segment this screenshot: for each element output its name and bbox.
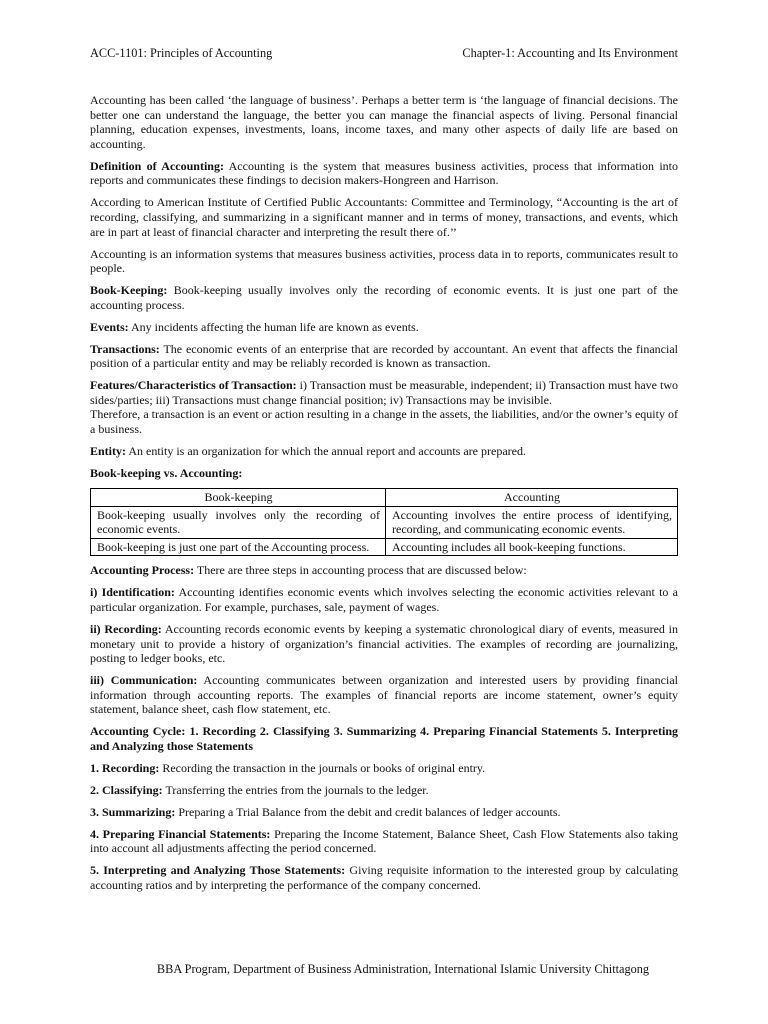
cycle-item-text: Recording the transaction in the journals or books of original entry. — [159, 760, 486, 775]
bookkeeping-paragraph — [90, 283, 678, 312]
entity-label: Entity: — [90, 444, 126, 458]
cycle-item-text: Preparing a Trial Balance from the debit and credit balances of ledger accounts. — [175, 804, 561, 819]
transactions-label: Transactions: — [90, 341, 160, 356]
step-text: Accounting communicates between organization and interested users by providing financial information through accounting reports. The examples of financial reports are income statement, owner’s equity statement, balance sheet, cash flow statement, etc. — [90, 673, 678, 717]
features-therefore: Therefore, a transaction is an event or action resulting in a change in the assets, the liabilities, and/or the owner’s equity of a business. — [90, 407, 678, 437]
events-label: Events: — [90, 319, 129, 334]
process-step-recording — [90, 622, 678, 666]
features-label: Features/Characteristics of Transaction: — [90, 378, 297, 393]
cycle-item-label: 3. Summarizing: — [90, 804, 176, 819]
step-text: Accounting identifies economic events which involves selecting the economic activities relevant to a particular organization. For example, purchases, sale, payment of wages. — [90, 585, 678, 614]
cycle-item-text: Transferring the entries from the journals to the ledger. — [162, 782, 429, 797]
cycle-heading-text: Accounting Cycle: 1. Recording 2. Classifying 3. Summarizing 4. Preparing Financial Statements 5. Interpreting and Analyzing those Statements — [90, 724, 678, 753]
transactions-paragraph — [90, 342, 678, 371]
transactions-text: The economic events of an enterprise that are recorded by accountant. An event that affects the financial position of a particular entity and may be reliably recorded is known as transaction. — [90, 341, 678, 371]
table-cell: Book-keeping usually involves only the recording of economic events. — [91, 506, 386, 538]
step-label: iii) Communication: — [90, 673, 198, 688]
aicpa-paragraph: According to American Institute of Certified Public Accountants: Committee and Terminology, “Accounting is the art of recording, classifying, and summarizing in a significant manner and in terms of money, transactions, and events, which are in part at least of financial character and interpreting the result there of.’’ — [90, 195, 678, 239]
cycle-item-recording — [90, 761, 678, 776]
cycle-item-label: 2. Classifying: — [90, 782, 163, 797]
cycle-item-text: Giving requisite information to the interested group by calculating accounting ratios and by interpreting the performance of the company concerned. — [90, 863, 678, 892]
definition-text: Accounting is the system that measures business activities, process that information into reports and communicates these findings to decision makers-Hongreen and Harrison. — [90, 158, 678, 188]
document-body — [90, 93, 678, 900]
cycle-item-label: 1. Recording: — [90, 760, 160, 775]
features-text: i) Transaction must be measurable, independent; ii) Transaction must have two sides/parties; iii) Transactions must change financial position; iv) Transactions may be invisible. — [90, 378, 678, 407]
table-header-row — [91, 488, 678, 506]
info-system-paragraph: Accounting is an information systems that measures business activities, process data in to reports, communicates result to people. — [90, 246, 678, 276]
bookkeeping-label: Book-Keeping: — [90, 283, 168, 298]
table-cell: Accounting involves the entire process of identifying, recording, and communicating economic events. — [386, 506, 678, 538]
intro-paragraph: Accounting has been called ‘the language of business’. Perhaps a better term is ‘the language of financial decisions. The better one can understand the language, the better you can manage the financial aspects of living. Personal financial planning, education expenses, investments, loans, income taxes, and many other aspects of daily life are based on accounting. — [90, 93, 678, 151]
step-text: Accounting records economic events by keeping a systematic chronological diary of events, measured in monetary unit to provide a history of organization’s financial activities. The examples of recording are journalizing, posting to ledger books, etc. — [90, 621, 678, 666]
process-text: There are three steps in accounting process that are discussed below: — [194, 563, 527, 578]
page-footer: BBA Program, Department of Business Administration, International Islamic University Chittagong — [156, 962, 650, 976]
entity-paragraph — [90, 444, 678, 459]
step-label: i) Identification: — [90, 585, 175, 600]
definition-paragraph — [90, 159, 678, 188]
definition-label: Definition of Accounting: — [90, 158, 224, 173]
process-label: Accounting Process: — [90, 563, 195, 578]
cycle-item-text: Preparing the Income Statement, Balance Sheet, Cash Flow Statements also taking into account all adjustments affecting the period concerned. — [90, 826, 678, 856]
process-step-identification — [90, 585, 678, 614]
cycle-item-classifying — [90, 783, 678, 798]
step-label: ii) Recording: — [90, 621, 162, 636]
events-paragraph — [90, 320, 678, 335]
page-header — [90, 46, 678, 61]
header-chapter: Chapter-1: Accounting and Its Environment — [462, 46, 678, 60]
process-paragraph — [90, 563, 678, 578]
table-row — [91, 506, 678, 538]
features-paragraph — [90, 378, 678, 407]
entity-text: An entity is an organization for which the annual report and accounts are prepared. — [126, 444, 526, 458]
cycle-heading — [90, 724, 678, 753]
cycle-item-preparing — [90, 827, 678, 856]
comparison-table — [90, 488, 678, 556]
events-text: Any incidents affecting the human life are known as events. — [128, 319, 419, 334]
cycle-item-interpreting — [90, 863, 678, 892]
cycle-item-summarizing — [90, 805, 678, 820]
cycle-item-label: 5. Interpreting and Analyzing Those Statements: — [90, 863, 346, 878]
cycle-item-label: 4. Preparing Financial Statements: — [90, 826, 271, 841]
process-step-communication — [90, 673, 678, 717]
comparison-title — [90, 466, 678, 481]
bookkeeping-text: Book-keeping usually involves only the recording of economic events. It is just one part of the accounting process. — [90, 283, 678, 312]
table-cell: Book-keeping is just one part of the Accounting process. — [91, 538, 386, 556]
table-header-accounting: Accounting — [386, 488, 678, 506]
table-cell: Accounting includes all book-keeping functions. — [386, 538, 678, 556]
table-row — [91, 538, 678, 556]
table-header-bookkeeping: Book-keeping — [91, 488, 386, 506]
comparison-title-text: Book-keeping vs. Accounting: — [90, 465, 243, 480]
header-course: ACC-1101: Principles of Accounting — [90, 46, 273, 60]
